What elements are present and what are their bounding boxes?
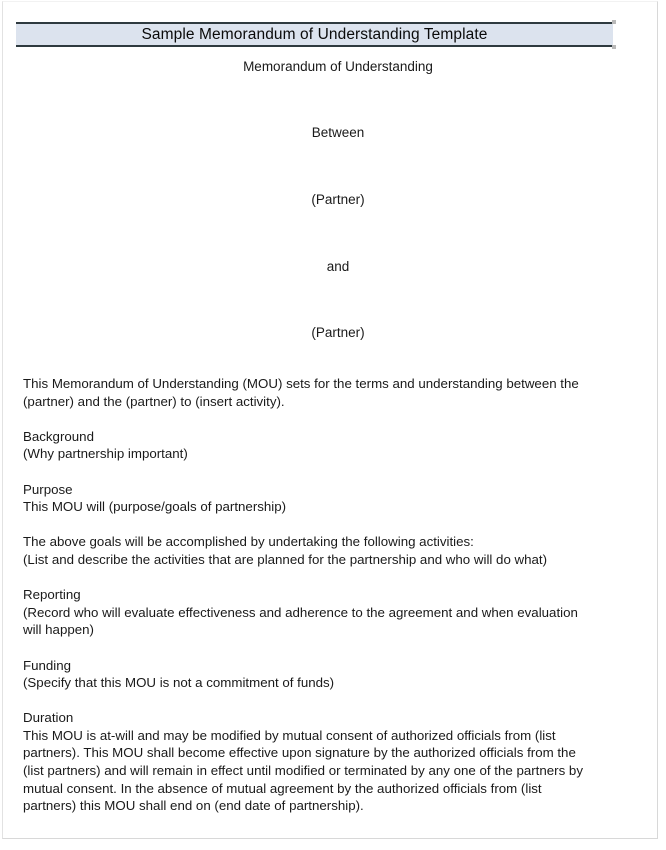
document-title-band[interactable] bbox=[16, 22, 613, 47]
duration-line-2: partners). This MOU shall become effective upon signature by the authorized officials from the bbox=[23, 745, 576, 761]
purpose-line-1: This MOU will (purpose/goals of partnership) bbox=[23, 499, 287, 515]
intro-line-2: (partner) and the (partner) to (insert activity). bbox=[23, 393, 285, 409]
centered-line-partner-first: (Partner) bbox=[311, 192, 365, 207]
purpose-heading: Purpose bbox=[23, 481, 73, 497]
activities-line-2: (List and describe the activities that are planned for the partnership and who will do what) bbox=[23, 551, 548, 567]
background-line-1: (Why partnership important) bbox=[23, 446, 188, 462]
selection-handle-bottom-right[interactable] bbox=[612, 45, 616, 49]
centered-heading-block bbox=[23, 60, 653, 340]
funding-heading: Funding bbox=[23, 657, 72, 673]
section-activities bbox=[23, 533, 655, 568]
centered-line-memorandum-of-understanding: Memorandum of Understanding bbox=[243, 59, 433, 74]
background-heading: Background bbox=[23, 428, 94, 444]
document-page bbox=[2, 1, 658, 839]
section-purpose bbox=[23, 481, 655, 516]
centered-line-and: and bbox=[326, 258, 350, 274]
activities-line-1: The above goals will be accomplished by undertaking the following activities: bbox=[23, 534, 474, 550]
centered-line-partner-second: (Partner) bbox=[311, 325, 365, 340]
funding-line-1: (Specify that this MOU is not a commitment of funds) bbox=[23, 675, 335, 691]
duration-line-3: (list partners) and will remain in effect until modified or terminated by any one of the partners by bbox=[23, 763, 583, 779]
intro-line-1: This Memorandum of Understanding (MOU) sets for the terms and understanding between the bbox=[23, 376, 579, 391]
centered-line-between: Between bbox=[311, 124, 365, 140]
section-duration bbox=[23, 709, 655, 815]
reporting-heading: Reporting bbox=[23, 587, 81, 603]
section-background bbox=[23, 428, 655, 463]
duration-line-4: mutual consent. In the absence of mutual agreement by the authorized officials from (list bbox=[23, 780, 542, 796]
duration-line-1: This MOU is at-will and may be modified by mutual consent of authorized officials from (list bbox=[23, 727, 556, 743]
selection-handle-top-right[interactable] bbox=[612, 20, 616, 24]
duration-heading: Duration bbox=[23, 710, 74, 726]
reporting-line-2: will happen) bbox=[23, 622, 94, 638]
section-funding bbox=[23, 657, 655, 692]
document-body bbox=[23, 375, 655, 815]
duration-line-5: partners) this MOU shall end on (end date of partnership). bbox=[23, 798, 364, 814]
paragraph-intro bbox=[23, 375, 655, 410]
document-title: Sample Memorandum of Understanding Template bbox=[141, 25, 488, 43]
reporting-line-1: (Record who will evaluate effectiveness and adherence to the agreement and when evaluation bbox=[23, 604, 578, 620]
section-reporting bbox=[23, 586, 655, 639]
